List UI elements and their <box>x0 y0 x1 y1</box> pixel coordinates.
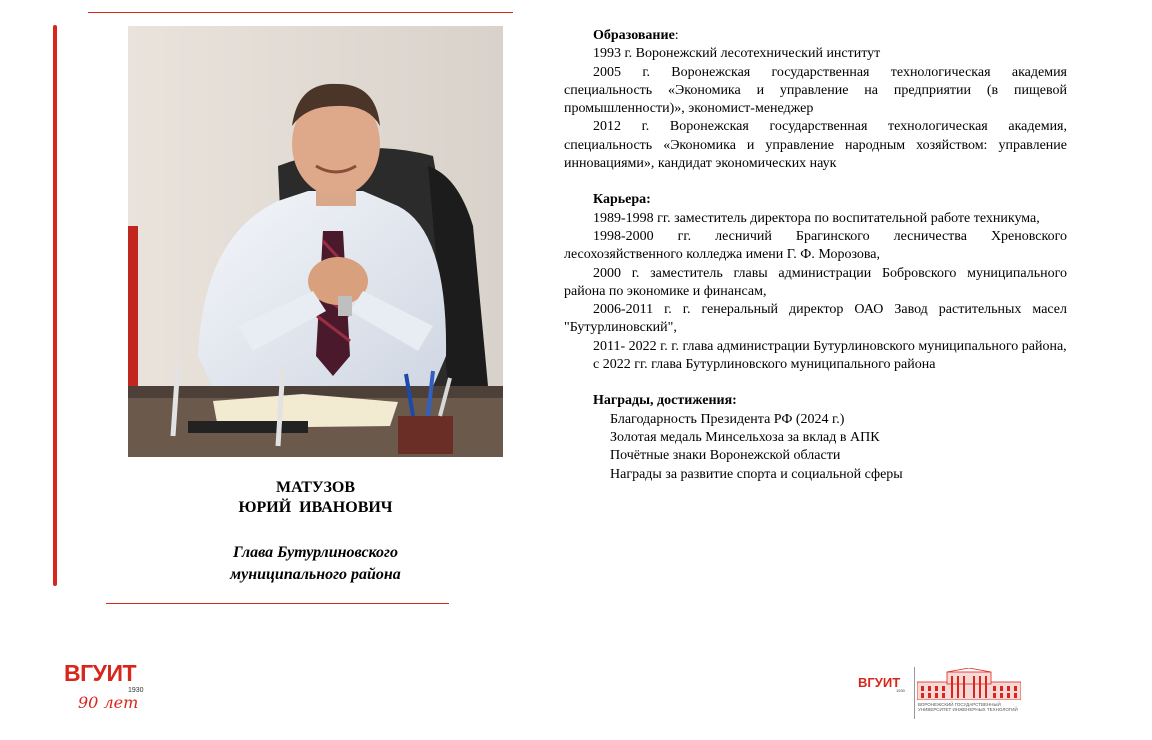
education-item: 2005 г. Воронежская государственная технологическая академия специальность «Экономика и управление на предприятии (в пищевой промышленности)», экономист-менеджер <box>564 64 1067 117</box>
vguit-90-logo <box>64 660 154 720</box>
person-surname: МАТУЗОВ <box>275 479 355 496</box>
career-heading: Карьера: <box>593 192 651 208</box>
top-divider <box>88 12 513 13</box>
portrait-photo <box>128 26 503 457</box>
vguit-university-logo <box>858 666 1028 722</box>
career-item: с 2022 гг. глава Бутурлиновского муниципального района <box>593 357 936 373</box>
university-building-icon <box>917 668 1021 700</box>
logo-right-year: 1930 <box>896 688 905 693</box>
education-heading <box>564 27 1067 45</box>
person-position <box>128 542 503 586</box>
career-item: 2011- 2022 г. г. глава администрации Бутурлиновского муниципального района, <box>593 338 1067 354</box>
award-item: Награды за развитие спорта и социальной сферы <box>610 466 903 482</box>
education-heading-colon: : <box>674 28 679 43</box>
biography <box>564 27 1067 484</box>
person-name <box>128 478 503 518</box>
logo-left-anniversary: 90 лет <box>78 693 139 712</box>
position-line-1: Глава Бутурлиновского <box>233 544 398 561</box>
awards-heading: Награды, достижения: <box>593 393 737 409</box>
person-given-names: ЮРИЙ ИВАНОВИЧ <box>238 499 393 516</box>
left-accent-bar <box>53 25 57 586</box>
education-item: 1993 г. Воронежский лесотехнический институт <box>593 46 881 62</box>
education-item: 2012 г. Воронежская государственная технологическая академия, специальность «Экономика и управление народным хозяйством: управление инновациями», кандидат экономических наук <box>564 119 1067 172</box>
award-item: Золотая медаль Минсельхоза за вклад в АПК <box>610 429 880 445</box>
career-item: 1998-2000 гг. лесничий Брагинского лесничества Хреновского лесохозяйственного колледжа имени Г. Ф. Морозова, <box>564 228 1067 263</box>
career-item: 2006-2011 г. г. генеральный директор ОАО Завод растительных масел "Бутурлиновский", <box>564 302 1067 336</box>
award-item: Почётные знаки Воронежской области <box>610 448 841 464</box>
career-item: 1989-1998 гг. заместитель директора по воспитательной работе техникума, <box>593 210 1040 226</box>
career-item: 2000 г. заместитель главы администрации Бобровского муниципального района по экономике и финансам, <box>564 265 1067 299</box>
position-line-2: муниципального района <box>230 566 401 583</box>
education-heading-text: Образование <box>593 28 675 43</box>
university-name: ВОРОНЕЖСКИЙ ГОСУДАРСТВЕННЫЙ УНИВЕРСИТЕТ ИНЖЕНЕРНЫХ ТЕХНОЛОГИЙ <box>918 702 1018 712</box>
logo-left-year: 1930 <box>128 687 144 694</box>
logo-left-brand: ВГУИТ <box>64 660 137 686</box>
logo-divider <box>914 667 915 719</box>
logo-right-brand: ВГУИТ <box>858 675 901 690</box>
award-item: Благодарность Президента РФ (2024 г.) <box>610 411 845 427</box>
bottom-divider <box>106 603 449 604</box>
